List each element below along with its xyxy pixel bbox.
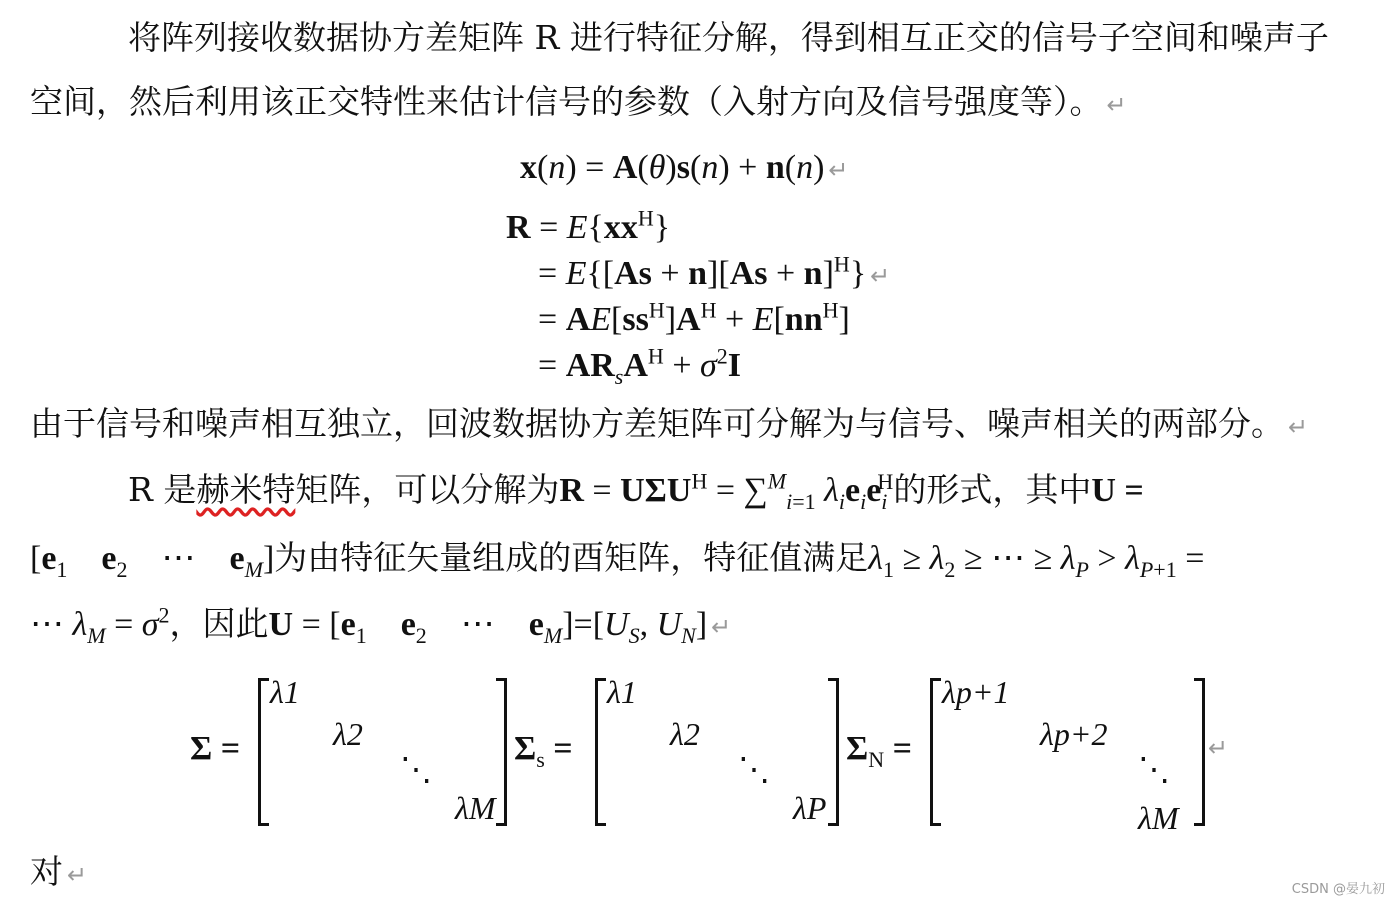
watermark: CSDN @晏九初 bbox=[1291, 882, 1385, 897]
last-line: 对 ↵ bbox=[30, 852, 88, 891]
cov-line-3: = $AE[ss^H]A^H + E[nn^H]$ bbox=[538, 297, 850, 338]
para3-line3: ⋯ $\lambda_M = \sigma^2$，因此$U = [e_1$ $e_2$ ⋯ $e_M]=[U_S$, $U_N$] ↵ bbox=[30, 602, 732, 648]
para1-line2: 空间，然后利用该正交特性来估计信号的参数（入射方向及信号强度等）。 ↵ bbox=[30, 82, 1127, 121]
cov-line-1: $R = E\{xx^H\}$ bbox=[506, 205, 671, 246]
matrix-label: $\Sigma_N$ = bbox=[846, 730, 912, 772]
cov-line-4: = $AR_sA^H + \sigma^2I$ bbox=[538, 343, 742, 389]
spellcheck-underline: 赫米特 bbox=[196, 470, 296, 509]
matrix-label: Σ = bbox=[190, 730, 241, 767]
signal-equation: x(n) = A(θ)s(n) + n(n) ↵ bbox=[520, 149, 849, 186]
para1-line1: 将阵列接收数据协方差矩阵 R 进行特征分解，得到相互正交的信号子空间和噪声子 bbox=[128, 18, 1329, 57]
para3-line2: [$e_1$ $e_2$ ⋯ $e_M$]为由特征矢量组成的酉矩阵，特征值满足$\lambda_1 \ge \lambda_2$ ≥ ⋯ ≥ $\lambda_P > \lambda_{P+1}$ = bbox=[30, 538, 1205, 582]
cov-line-2: = $E\{[As + n][As + n]^H\}$ ↵ bbox=[538, 251, 891, 292]
paragraph-mark-icon: ↵ bbox=[1106, 91, 1127, 119]
para2: 由于信号和噪声相互独立，回波数据协方差矩阵可分解为与信号、噪声相关的两部分。 ↵ bbox=[30, 404, 1309, 443]
matrix-label: $\Sigma_s$ = bbox=[514, 730, 573, 772]
para3-line1: R 是赫米特矩阵，可以分解为$R = U\Sigma U^H = \sum^M_{i=1}$ $\lambda_ie_ie_i^H$的形式，其中U = bbox=[128, 468, 1144, 514]
